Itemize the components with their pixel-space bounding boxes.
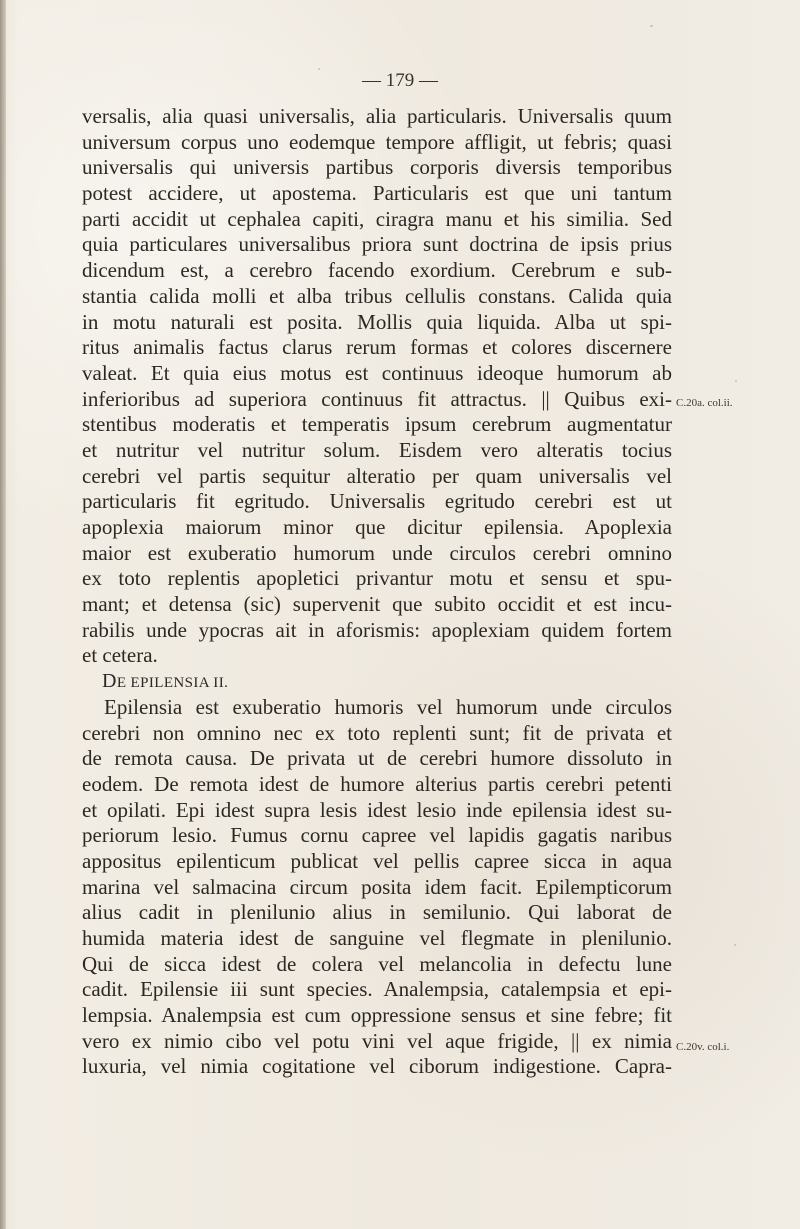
text-line: stantia calida molli et alba tribus cellulis constans. Calida quia [82,283,672,308]
text-line: alius cadit in plenilunio alius in semilunio. Qui laborat de [82,900,672,925]
text-line: particularis fit egritudo. Universalis egritudo cerebri est ut [82,489,672,514]
text-line: cerebri non omnino nec ex toto replenti sunt; fit de privata et [82,720,672,745]
text-line: mant; et detensa (sic) supervenit que subito occidit et est incu- [82,592,672,617]
text-line: eodem. De remota idest de humore alterius partis cerebri petenti [82,771,672,796]
text-line: Epilensia est exuberatio humoris vel humorum unde circulos [104,694,672,719]
text-line: in motu naturali est posita. Mollis quia liquida. Alba ut spi- [82,309,672,334]
text-line: universum corpus uno eodemque tempore affligit, ut febris; quasi [82,129,672,154]
margin-note: C.20a. col.ii. [676,397,733,409]
text-line: marina vel salmacina circum posita idem facit. Epilempticorum [82,874,672,899]
margin-note: C.20v. col.i. [676,1041,730,1053]
section-heading-initial: D [102,670,117,693]
text-line: inferioribus ad superiora continuus fit attractus. || Quibus exi- [82,386,672,411]
text-line: appositus epilenticum publicat vel pellis capree sicca in aqua [82,848,672,873]
section-heading [82,669,672,695]
text-line: et nutritur vel nutritur solum. Eisdem vero alteratis tocius [82,437,672,462]
text-line: periorum lesio. Fumus cornu capree vel lapidis gagatis naribus [82,823,672,848]
text-line: rabilis unde ypocras ait in aforismis: apoplexiam quidem fortem [82,617,672,642]
text-line: de remota causa. De privata ut de cerebri humore dissoluto in [82,746,672,771]
text-line: maior est exuberatio humorum unde circulos cerebri omnino [82,540,672,565]
text-line: ex toto replentis apopletici privantur motu et sensu et spu- [82,566,672,591]
text-line: cadit. Epilensie iii sunt species. Analempsia, catalempsia et epi- [82,977,672,1002]
section-heading-text: E EPILENSIA II. [116,675,229,692]
text-line: parti accidit ut cephalea capiti, ciragra manu et his similia. Sed [82,206,672,231]
text-line: ritus animalis factus clarus rerum formas et colores discernere [82,335,672,360]
paper-speck [734,944,736,946]
text-line: vero ex nimio cibo vel potu vini vel aque frigide, || ex nimia [82,1028,672,1053]
text-line: Qui de sicca idest de colera vel melancolia in defectu lune [82,951,672,976]
text-line: lempsia. Analempsia est cum oppressione sensus et sine febre; fit [82,1003,672,1028]
text-line: cerebri vel partis sequitur alteratio per quam universalis vel [82,463,672,488]
text-line: humida materia idest de sanguine vel flegmate in plenilunio. [82,926,672,950]
text-line: versalis, alia quasi universalis, alia particularis. Universalis quum [82,104,672,128]
page-left-edge [0,0,6,1229]
text-line: valeat. Et quia eius motus est continuus ideoque humorum ab [82,360,672,385]
text-line: universalis qui universis partibus corporis diversis temporibus [82,155,672,180]
text-line: apoplexia maiorum minor que dicitur epilensia. Apoplexia [82,515,672,539]
text-line: luxuria, vel nimia cogitatione vel ciborum indigestione. Capra- [82,1054,672,1079]
text-line: dicendum est, a cerebro facendo exordium. Cerebrum e sub- [82,258,672,283]
text-line: potest accidere, ut apostema. Particularis est que uni tantum [82,181,672,206]
text-line: et cetera. [82,643,158,668]
text-line: quia particulares universalibus priora sunt doctrina de ipsis prius [82,232,672,257]
main-text [82,104,672,1080]
paper-speck [735,380,737,382]
text-line: stentibus moderatis et temperatis ipsum cerebrum augmentatur [82,412,672,437]
page-number: — 179 — [362,70,438,91]
text-line: et opilati. Epi idest supra lesis idest lesio inde epilensia idest su- [82,797,672,822]
paper-speck [650,25,653,27]
